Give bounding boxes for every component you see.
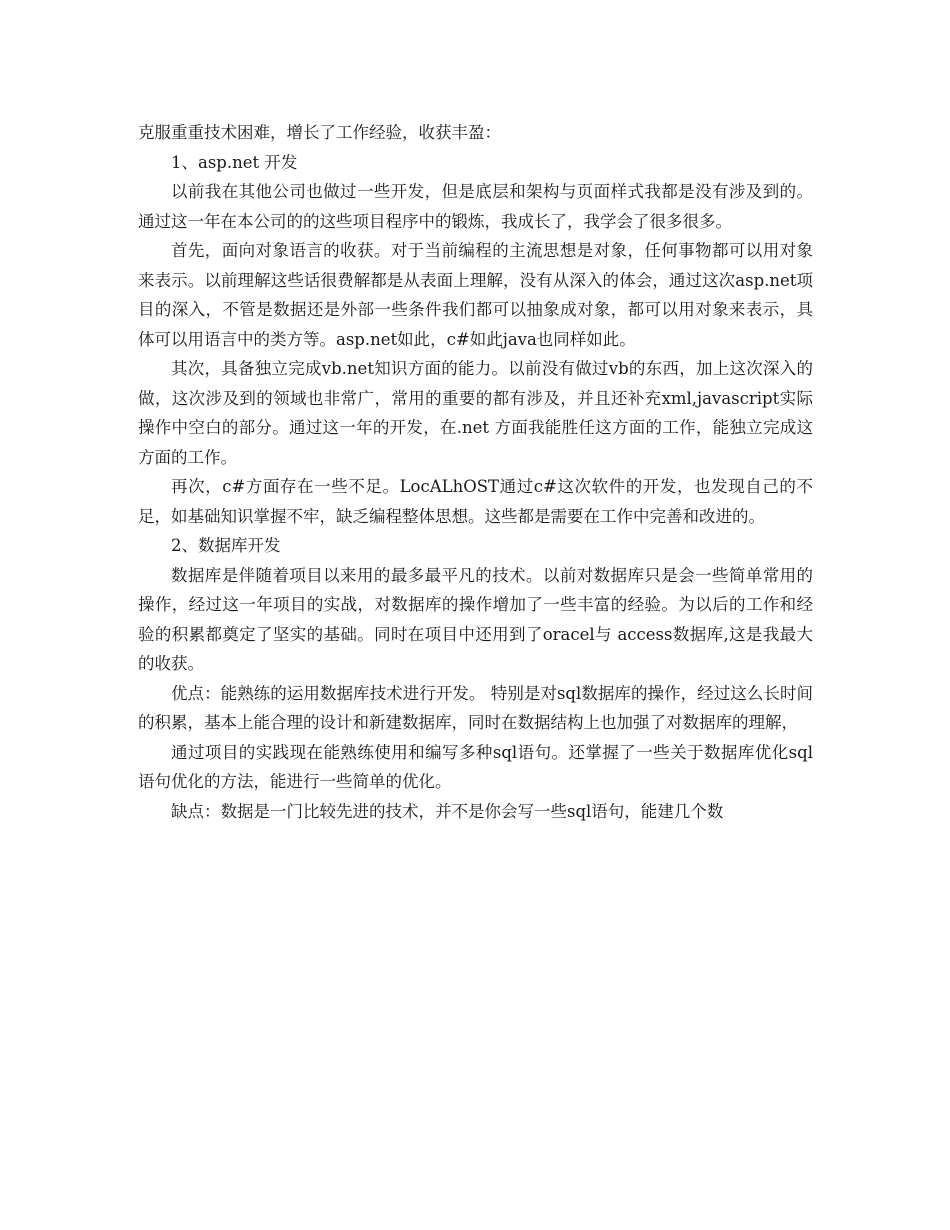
- paragraph-sql-practice: 通过项目的实践现在能熟练使用和编写多种sql语句。还掌握了一些关于数据库优化sql语句优化的方法，能进行一些简单的优化。: [138, 742, 813, 791]
- section-heading-database: 2、数据库开发: [171, 536, 281, 555]
- paragraph-previous-experience: 以前我在其他公司也做过一些开发，但是底层和架构与页面样式我都是没有涉及到的。通过这一年在本公司的的这些项目程序中的锻炼，我成长了，我学会了很多很多。: [138, 182, 813, 231]
- paragraph-weaknesses: 缺点：数据是一门比较先进的技术，并不是你会写一些sql语句，能建几个数: [171, 801, 724, 821]
- paragraph-strengths: 优点：能熟练的运用数据库技术进行开发。 特别是对sql数据库的操作，经过这么长时间的积累，基本上能合理的设计和新建数据库，同时在数据结构上也加强了对数据库的理解，: [138, 683, 813, 732]
- paragraph-vbnet-ability: 其次，具备独立完成vb.net知识方面的能力。以前没有做过vb的东西，加上这次深入的做，这次涉及到的领域也非常广，常用的重要的都有涉及，并且还补充xml,javascript实际操作中空白的部分。通过这一年的开发，在.net 方面我能胜任这方面的工作，能独立完成这方面的工作。: [138, 359, 813, 467]
- document-body: [138, 118, 813, 826]
- section-heading-aspnet: 1、asp.net 开发: [171, 152, 298, 172]
- paragraph-oop-gains: 首先，面向对象语言的收获。对于当前编程的主流思想是对象，任何事物都可以用对象来表示。以前理解这些话很费解都是从表面上理解，没有从深入的体会，通过这次asp.net项目的深入，不管是数据还是外部一些条件我们都可以抽象成对象，都可以用对象来表示，具体可以用语言中的类方等。asp.net如此，c#如此java也同样如此。: [138, 241, 813, 349]
- paragraph-csharp-shortcomings: 再次，c#方面存在一些不足。LocALhOST通过c#这次软件的开发，也发现自己的不足，如基础知识掌握不牢，缺乏编程整体思想。这些都是需要在工作中完善和改进的。: [138, 477, 813, 526]
- paragraph-database-overview: 数据库是伴随着项目以来用的最多最平凡的技术。以前对数据库只是会一些简单常用的操作，经过这一年项目的实战，对数据库的操作增加了一些丰富的经验。为以后的工作和经验的积累都奠定了坚实的基础。同时在项目中还用到了oracel与 access数据库,这是我最大的收获。: [138, 565, 813, 673]
- paragraph-intro: 克服重重技术困难，增长了工作经验，收获丰盈：: [138, 123, 501, 142]
